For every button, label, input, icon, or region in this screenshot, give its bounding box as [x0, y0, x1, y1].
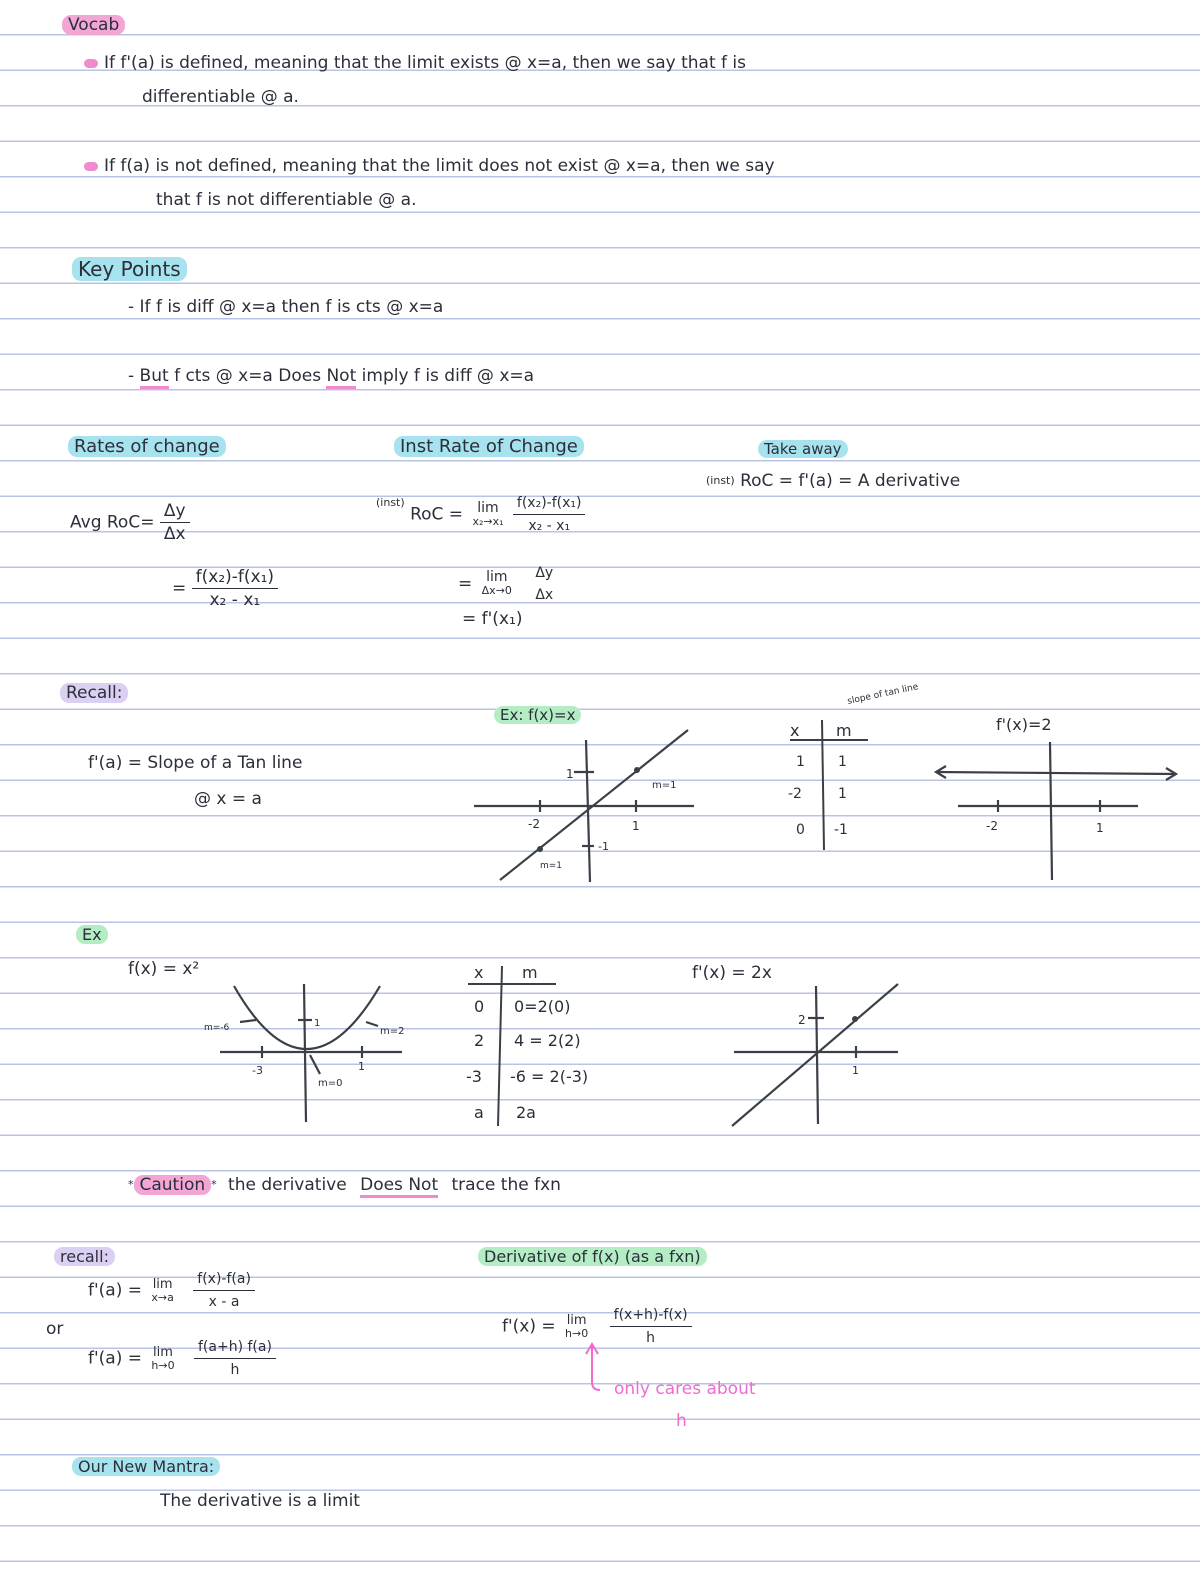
inst-numerator-1: f(x₂)-f(x₁) — [513, 492, 586, 515]
inst-heading-text: Inst Rate of Change — [394, 436, 584, 457]
caution-text-post: trace the fxn — [451, 1175, 561, 1195]
ex-1-slope-label: m=1 — [652, 780, 677, 791]
ex-2-table-header-m: m — [522, 963, 538, 982]
avg-roc-numerator: Δy — [160, 500, 190, 523]
ex-1-table-note: slope of tan line — [846, 682, 920, 707]
recall-1-heading-text: Recall: — [60, 683, 128, 703]
deriv-fxn-note-1: only cares about — [614, 1379, 756, 1399]
vocab-item-1-line-1: If f'(a) is defined, meaning that the limit exists @ x=a, then we say that f is — [104, 53, 746, 73]
ex-2-table-cell: 0=2(0) — [514, 997, 571, 1016]
ex-1-table-cell: 0 — [796, 822, 805, 838]
deriv-fxn-numerator: f(x+h)-f(x) — [610, 1304, 692, 1327]
ex-2-table-cell: 0 — [474, 997, 485, 1016]
ex-1-tick-neg-y-label: -1 — [598, 840, 609, 853]
recall-2-heading-text: recall: — [54, 1247, 115, 1266]
deriv-fxn-formula — [502, 1304, 692, 1349]
key-point-2-dash: - — [128, 366, 135, 386]
inst-denominator-1: x₂ - x₁ — [528, 518, 571, 534]
key-point-1: - If f is diff @ x=a then f is cts @ x=a — [128, 297, 444, 317]
ex-2-heading-text: Ex — [76, 925, 108, 944]
recall-2-lim-1-sub: x→a — [151, 1290, 174, 1304]
vocab-item-1-line-2: differentiable @ a. — [142, 87, 299, 107]
vocab-heading-text: Vocab — [62, 15, 125, 35]
inst-lim-1-sub: x₂→x₁ — [472, 514, 504, 528]
ex-1-tick-y-label: 1 — [566, 767, 574, 781]
mantra-text: The derivative is a limit — [160, 1491, 360, 1511]
caution-does-not: Does Not — [360, 1175, 438, 1198]
inst-lim-1-text: lim — [477, 499, 499, 516]
ex-2-table-cell: 4 = 2(2) — [514, 1031, 581, 1050]
ex-2-function: f(x) = x² — [128, 959, 200, 979]
inst-roc-result: = f'(x₁) — [462, 609, 523, 629]
avg-roc-denominator-2: x₂ - x₁ — [209, 590, 261, 610]
recall-2-lhs-2: f'(a) = — [88, 1348, 142, 1369]
recall-2-lhs-1: f'(a) = — [88, 1280, 142, 1301]
deriv-fxn-lhs: f'(x) = — [502, 1316, 556, 1337]
ex-1-table-cell: 1 — [796, 754, 805, 770]
deriv-fxn-denominator: h — [646, 1330, 656, 1346]
avg-roc-equals: = — [172, 578, 187, 599]
ex-2-table-header-x: x — [474, 963, 484, 982]
ex-2-table-vline — [498, 966, 502, 1126]
avg-roc-denominator: Δx — [163, 524, 186, 544]
recall-1-line-1: f'(a) = Slope of a Tan line — [88, 753, 303, 773]
ex-2-arrow-left — [240, 1020, 256, 1022]
ex-2-arrow-zero — [310, 1055, 320, 1074]
ex-2-table-cell: 2a — [516, 1103, 536, 1122]
ex-2-slope-left: m=-6 — [204, 1023, 230, 1033]
inst-prefix: (inst) — [376, 496, 405, 509]
recall-2-denominator-2: h — [230, 1362, 240, 1378]
caution-star-icon: * — [211, 1178, 217, 1191]
key-point-2-middle: f cts @ x=a Does — [174, 366, 322, 386]
key-point-2-but: But — [140, 366, 169, 389]
recall-2-lim-1-text: lim — [152, 1276, 173, 1292]
ex-1-table-header-x: x — [790, 721, 800, 740]
takeaway-heading-text: Take away — [758, 440, 848, 458]
ex-1-table-cell: -1 — [834, 822, 848, 838]
ex-2-tick-pos-label: 1 — [358, 1060, 365, 1073]
ex-2-deriv-label: f'(x) = 2x — [692, 963, 772, 983]
deriv-fxn-lim-sub: h→0 — [565, 1326, 589, 1340]
ex-2-parabola — [234, 986, 380, 1049]
ex-2-table-cell: -3 — [466, 1067, 482, 1086]
ex-2-table-cell: 2 — [474, 1031, 485, 1050]
caution-line — [128, 1174, 561, 1196]
recall-2-denominator-1: x - a — [208, 1294, 240, 1310]
ex-2-deriv-tick-x-label: 1 — [852, 1064, 859, 1077]
recall-2-fraction-2 — [194, 1336, 276, 1381]
ex-2-slope-right: m=2 — [380, 1026, 405, 1037]
recall-2-formula-2 — [88, 1336, 276, 1381]
ex-2-tick-neg-label: -3 — [252, 1064, 263, 1077]
inst-roc-label: RoC = — [410, 504, 464, 525]
recall-2-fraction-1 — [193, 1268, 255, 1313]
recall-2-or: or — [46, 1319, 64, 1339]
inst-numerator-2: Δy — [535, 565, 554, 581]
deriv-fxn-lim — [561, 1314, 592, 1340]
recall-2-formula-1 — [88, 1268, 255, 1313]
deriv-fxn-lim-text: lim — [566, 1312, 587, 1328]
ex-2-slope-zero: m=0 — [318, 1078, 343, 1089]
vocab-item-2-line-2: that f is not differentiable @ a. — [156, 190, 417, 210]
ex-2-table-cell: -6 = 2(-3) — [510, 1067, 589, 1086]
ex-2-tick-y-label: 1 — [314, 1018, 321, 1029]
ex-1-slope-label-2: m=1 — [540, 861, 563, 871]
mantra-heading-text: Our New Mantra: — [72, 1457, 220, 1476]
deriv-fxn-heading-text: Derivative of f(x) (as a fxn) — [478, 1247, 707, 1266]
caution-text-pre: the derivative — [228, 1175, 347, 1195]
recall-1-line-2: @ x = a — [194, 789, 262, 809]
caution-star-icon: * — [128, 1178, 134, 1191]
inst-lim-2-sub: Δx→0 — [481, 584, 512, 597]
ex-1-table-cell: 1 — [838, 786, 847, 802]
key-point-2-suffix: imply f is diff @ x=a — [361, 366, 535, 386]
takeaway-body: RoC = f'(a) = A derivative — [740, 471, 961, 491]
avg-roc-numerator-2: f(x₂)-f(x₁) — [192, 566, 278, 589]
ex-1-table-header-m: m — [836, 721, 852, 740]
avg-roc-label: Avg RoC= — [70, 512, 155, 533]
ex-1-deriv-tick-neg-label: -2 — [986, 819, 998, 833]
vocab-item-2-line-1: If f(a) is not defined, meaning that the limit does not exist @ x=a, then we say — [104, 156, 775, 176]
key-point-2-not: Not — [326, 366, 356, 389]
ex-1-table-cell: -2 — [788, 786, 802, 802]
ex-2-deriv-point — [852, 1016, 858, 1022]
inst-lim-2-text: lim — [486, 569, 508, 585]
deriv-fxn-heading — [478, 1246, 707, 1268]
ex-1-tick-x-label: 1 — [632, 819, 640, 833]
caution-label: Caution — [134, 1175, 212, 1195]
ex-2-deriv-tick-y-label: 2 — [798, 1013, 806, 1027]
recall-2-lim-1 — [147, 1278, 177, 1304]
deriv-fxn-fraction — [610, 1304, 692, 1349]
ex-2-arrow-right — [366, 1022, 378, 1026]
ex-2-y-axis — [304, 984, 306, 1122]
mantra-heading — [72, 1456, 220, 1478]
recall-2-heading — [54, 1246, 115, 1268]
recall-2-lim-2 — [147, 1346, 178, 1372]
inst-equals-2: = — [458, 574, 473, 594]
recall-2-numerator-2: f(a+h) f(a) — [194, 1336, 276, 1359]
takeaway-prefix: (inst) — [706, 474, 735, 487]
ex-1-deriv-label: f'(x)=2 — [996, 715, 1052, 734]
recall-2-lim-2-sub: h→0 — [151, 1358, 175, 1372]
recall-2-lim-2-text: lim — [153, 1344, 173, 1360]
ex-2-table-cell: a — [474, 1103, 484, 1122]
ex-1-tick-neg-x-label: -2 — [528, 817, 540, 831]
inst-denominator-2: Δx — [535, 587, 554, 603]
deriv-fxn-note-2: h — [676, 1411, 687, 1431]
rates-heading-text: Rates of change — [68, 436, 226, 457]
key-points-heading-text: Key Points — [72, 257, 187, 281]
ex-1-deriv-tick-pos-label: 1 — [1096, 821, 1104, 835]
ex-1-heading-text: Ex: f(x)=x — [494, 706, 581, 724]
ex-2-deriv-line — [732, 984, 898, 1126]
recall-2-numerator-1: f(x)-f(a) — [193, 1268, 255, 1291]
ex-1-table-cell: 1 — [838, 754, 847, 770]
